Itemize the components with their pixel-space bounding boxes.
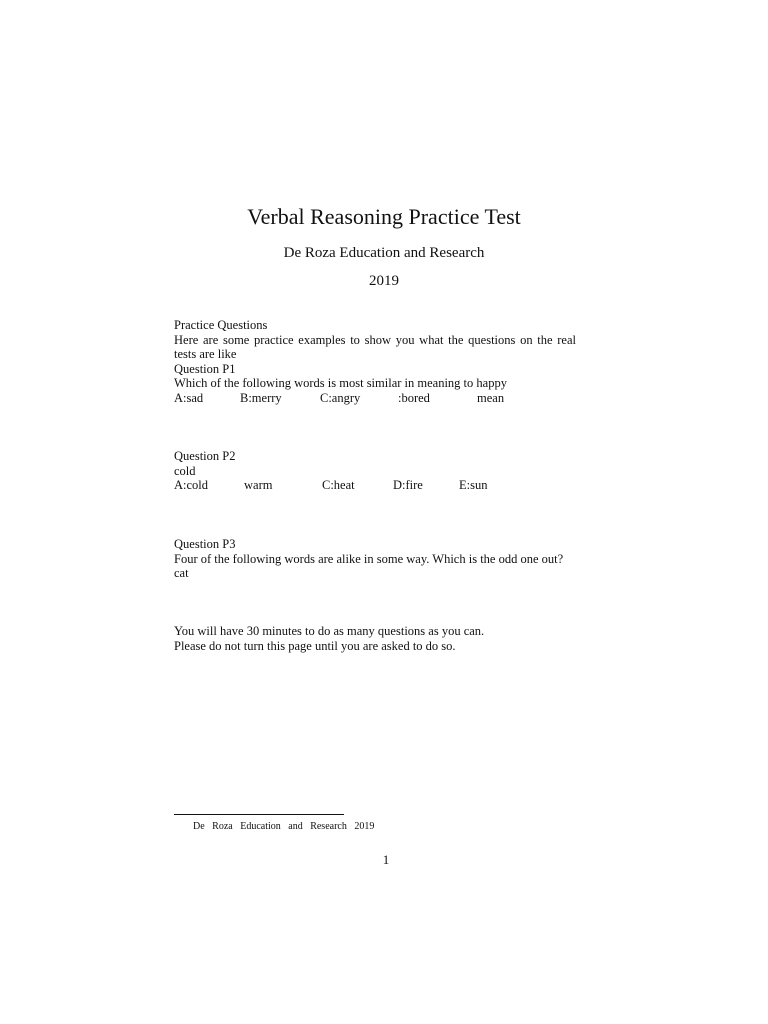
option-d: :bored <box>398 391 430 405</box>
organization-name: De Roza Education and Research <box>283 245 485 261</box>
option-b: B:merry <box>240 391 282 405</box>
question-p3-label: Question P3 <box>174 537 236 551</box>
question-p3 <box>174 537 563 581</box>
instructions-line1: You will have 30 minutes to do as many questions as you can. <box>174 624 485 638</box>
intro-text-line2: tests are like <box>174 347 237 361</box>
footnote-divider <box>174 814 344 815</box>
intro-text-line1: Here are some practice examples to show you what the questions on the real <box>174 332 576 347</box>
option-a: A:sad <box>174 391 204 405</box>
question-p2-label: Question P2 <box>174 449 236 463</box>
question-p1-prompt: Which of the following words is most similar in meaning to happy <box>174 376 507 390</box>
question-p1-label: Question P1 <box>174 361 236 376</box>
question-p2 <box>174 449 235 478</box>
option-c: C:angry <box>320 391 361 405</box>
option-d: D:fire <box>393 478 423 492</box>
option-e: mean <box>477 391 505 405</box>
question-p3-word: cat <box>174 566 189 580</box>
option-b: warm <box>244 478 273 492</box>
question-p2-prompt: cold <box>174 463 196 478</box>
option-c: C:heat <box>322 478 355 492</box>
document-year: 2019 <box>369 273 399 289</box>
page-number: 1 <box>382 852 390 867</box>
footnote: De Roza Education and Research 2019 <box>193 821 375 832</box>
instructions-line2: Please do not turn this page until you are asked to do so. <box>174 638 456 653</box>
question-p3-prompt: Four of the following words are alike in some way. Which is the odd one out? <box>174 551 564 566</box>
option-a: A:cold <box>174 478 209 492</box>
option-e: E:sun <box>459 478 488 492</box>
instructions <box>174 624 484 653</box>
page-title: Verbal Reasoning Practice Test <box>247 204 521 229</box>
practice-section <box>174 318 576 391</box>
practice-heading: Practice Questions <box>174 318 268 332</box>
